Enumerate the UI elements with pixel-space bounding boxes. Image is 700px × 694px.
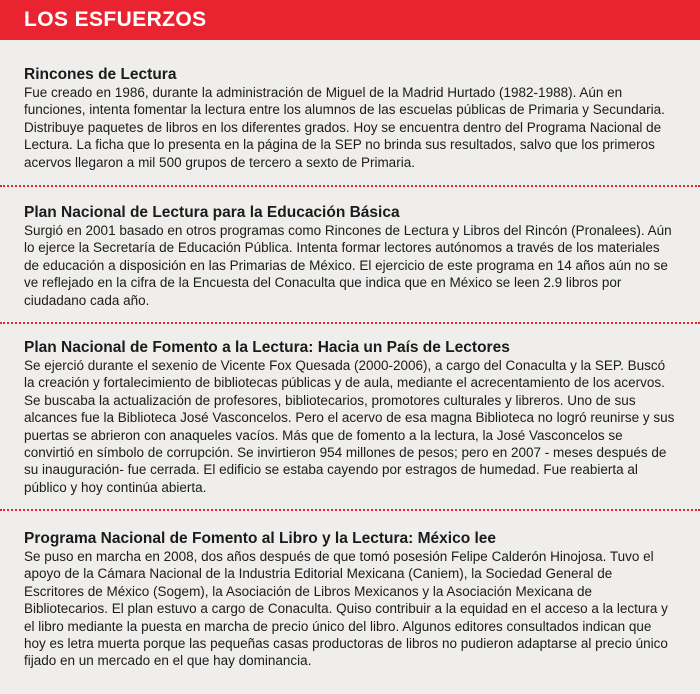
header-banner (0, 0, 700, 40)
section-body: Fue creado en 1986, durante la administración de Miguel de la Madrid Hurtado (1982-1988). Aún en funciones, intenta fomentar la lectura entre los alumnos de las escuelas públicas de Primaria y Secundaria. Distribuye paquetes de libros en los diferentes grados. Hoy se encuentra dentro del Programa Nacional de Lectura. La ficha que lo presenta en la página de la SEP no brinda sus resultados, salvo que los primeros acervos llegaron a mil 500 grupos de tercero a sexto de Primaria. (24, 85, 665, 170)
section-body: Surgió en 2001 basado en otros programas como Rincones de Lectura y Libros del Rincón (Pronalees). Aún lo ejerce la Secretaría de Educación Pública. Intenta formar lectores autónomos a través de los materiales de educación a disposición en las Primarias de México. El ejercicio de este programa en 14 años aún no se ve reflejado en la cifra de la Encuesta del Conaculta que indica que en México se leen 2.9 libros por ciudadano cada año. (24, 223, 672, 308)
section-plan-nacional-lectura (0, 187, 700, 322)
page-title: LOS ESFUERZOS (24, 8, 207, 31)
section-title: Programa Nacional de Fomento al Libro y la Lectura: México lee (24, 530, 497, 547)
section-plan-fomento-lectura (0, 324, 700, 509)
section-body: Se puso en marcha en 2008, dos años después de que tomó posesión Felipe Calderón Hinojosa. Tuvo el apoyo de la Cámara Nacional de la Industria Editorial Mexicana (Caniem), la Sociedad General de Escritores de México (Sogem), la Asociación de Libros Mexicanos y la Asociación Mexicana de Bibliotecarios. El plan estuvo a cargo de Conaculta. Quiso contribuir a la equidad en el acceso a la lectura y el libro mediante la puesta en marcha de precio único del libro. Algunos editores consultados indican que hoy es letra muerta porque las pequeñas casas productoras de libros no pudieron adaptarse al precio único fijado en un mercado en el que hay dominancia. (24, 549, 668, 669)
section-title: Plan Nacional de Lectura para la Educación Básica (24, 204, 400, 221)
section-rincones-de-lectura (0, 40, 700, 185)
section-body: Se ejerció durante el sexenio de Vicente Fox Quesada (2000-2006), a cargo del Conaculta y la SEP. Buscó la creación y fortalecimiento de bibliotecas públicas y de aula, mediante el acrecentamiento de los acervos. Se buscaba la actualización de profesores, bibliotecarios, promotores culturales y libreros. Uno de sus alcances fue la Biblioteca José Vasconcelos. Pero el acervo de esa magna Biblioteca no logró reunirse y sus puertas se abrieron con anaqueles vacíos. Más que de fomento a la lectura, la José Vasconcelos se convirtió en símbolo de corrupción. Se invirtieron 954 millones de pesos; pero en 2007 - meses después de su inauguración- fue cerrada. El edificio se estaba cayendo por estragos de humedad. Fue reabierta al público y hoy continúa abierta. (24, 358, 675, 495)
section-title: Rincones de Lectura (24, 66, 177, 83)
section-title: Plan Nacional de Fomento a la Lectura: Hacia un País de Lectores (24, 339, 510, 356)
section-mexico-lee (0, 511, 700, 670)
